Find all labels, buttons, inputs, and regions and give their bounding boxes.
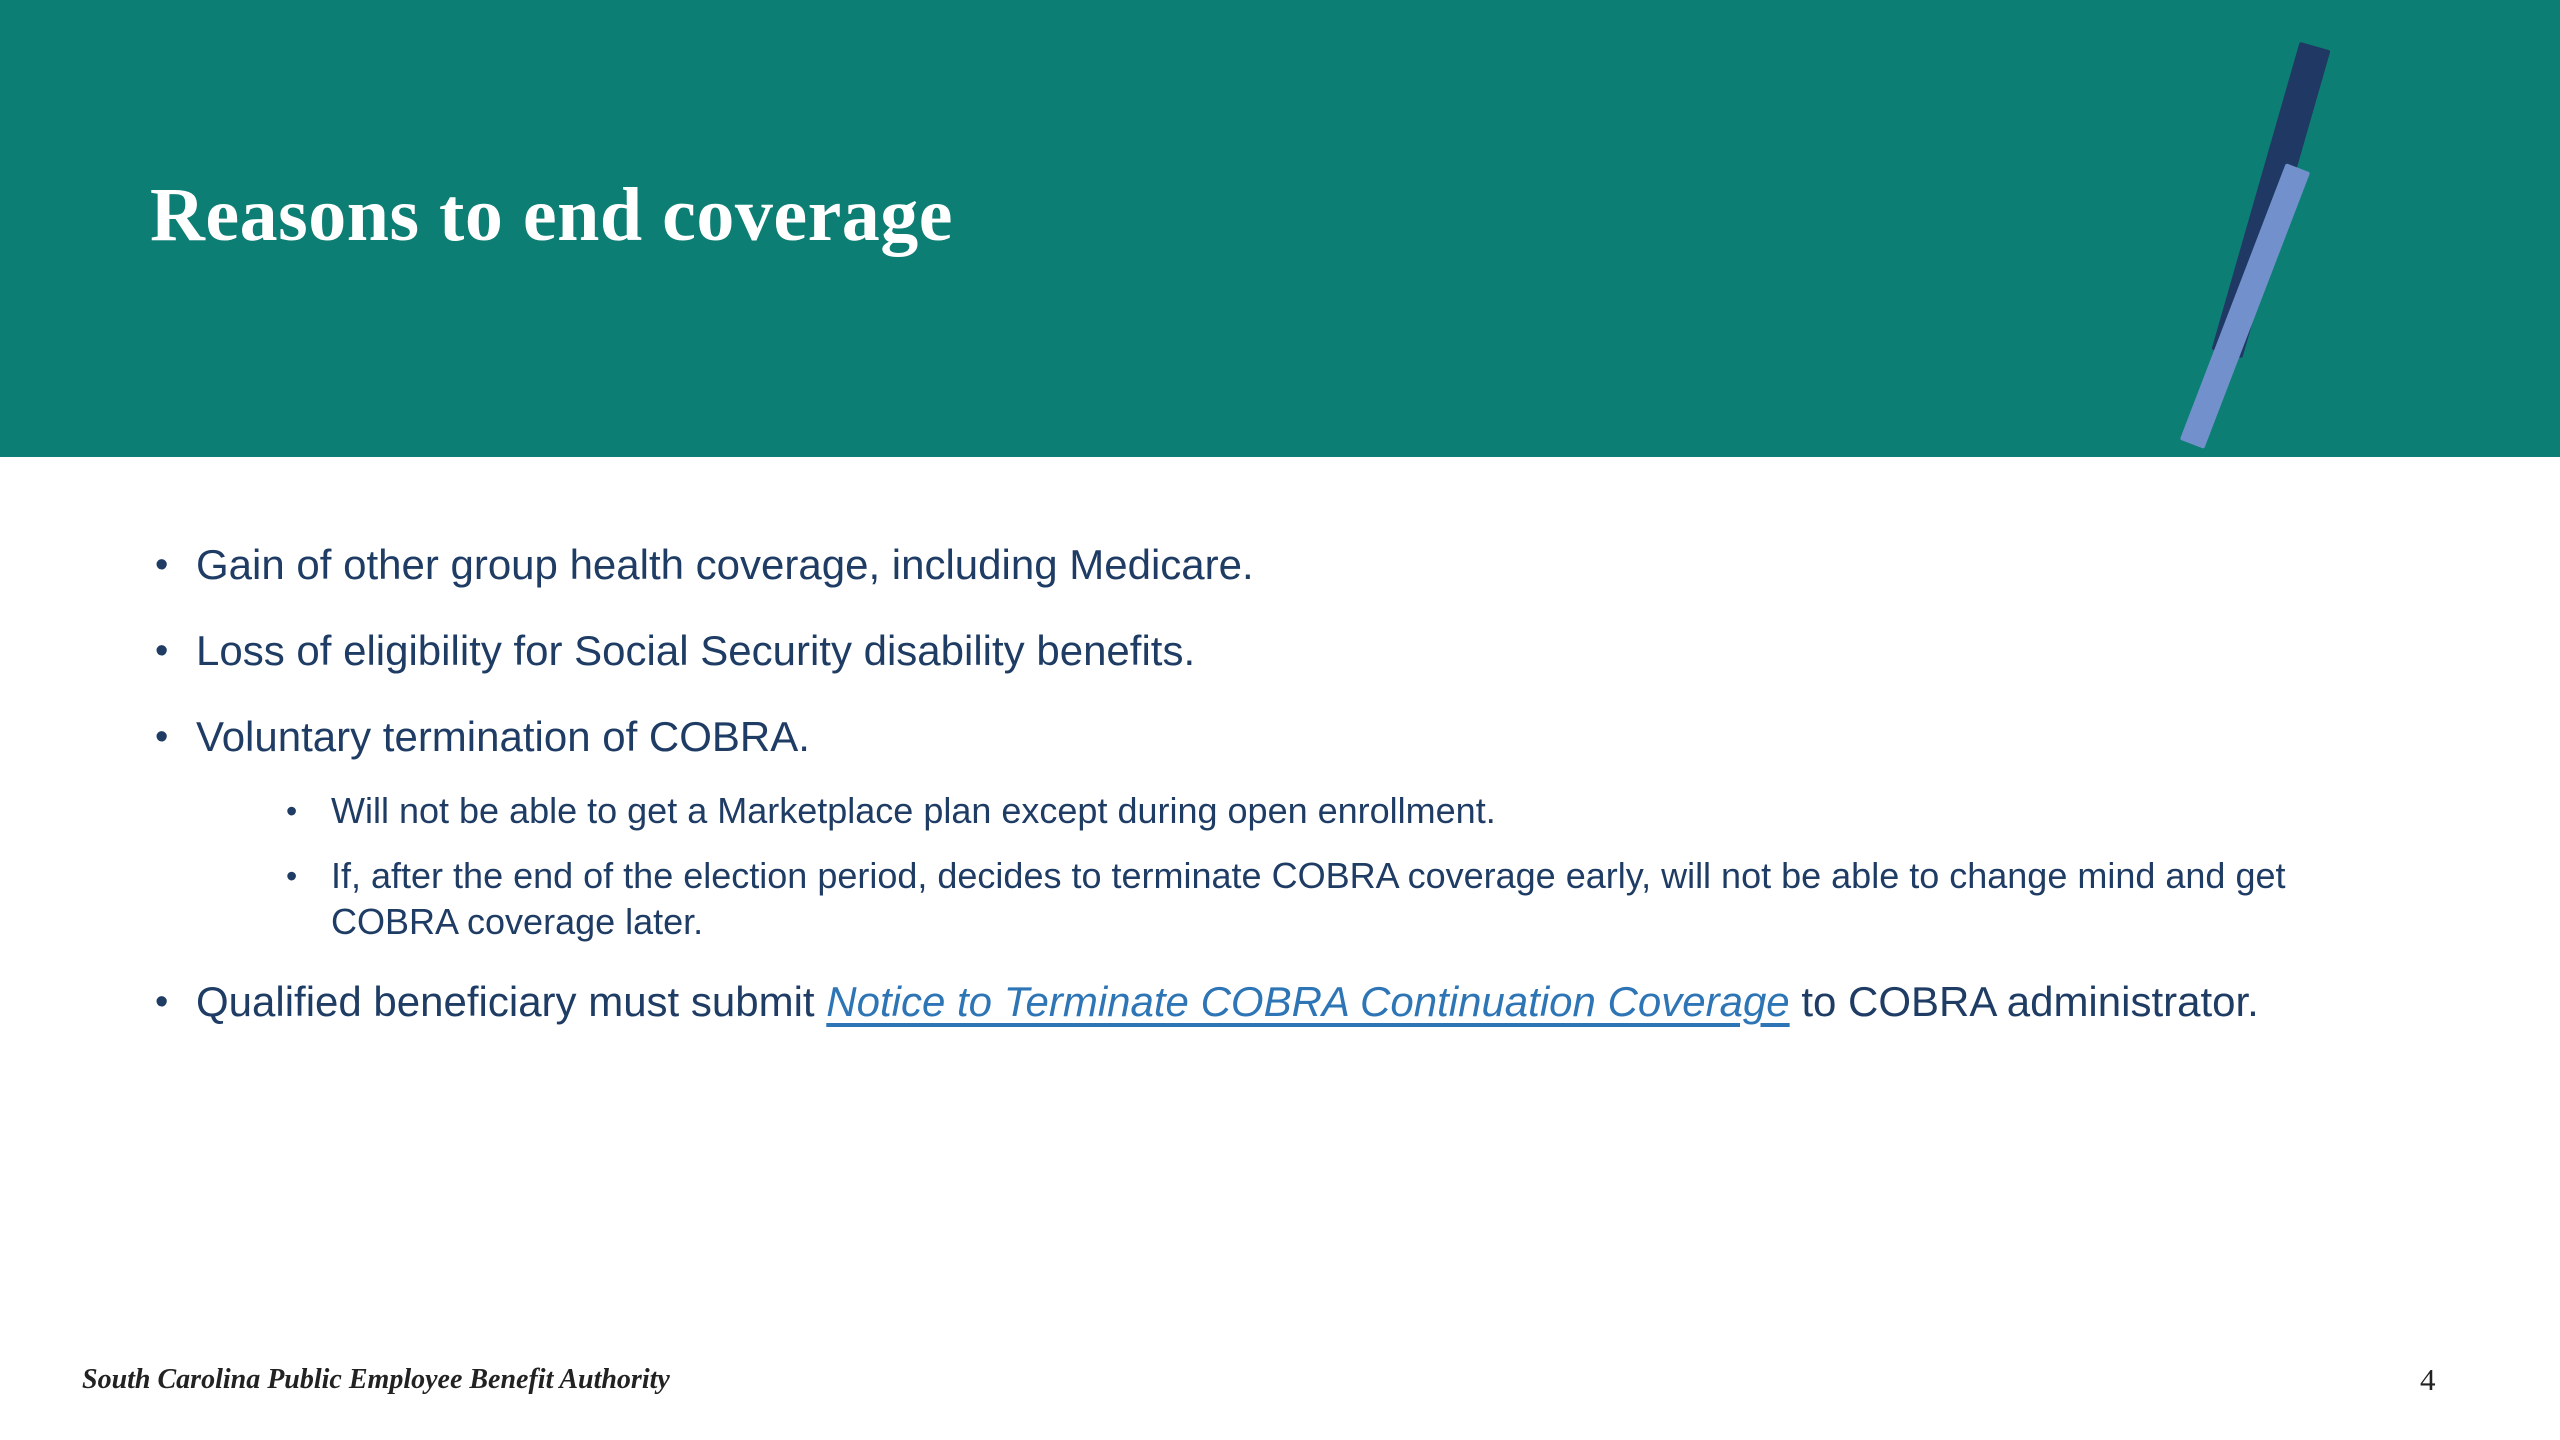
sub-bullet-terminate-early (286, 853, 2330, 947)
page-number: 4 (2420, 1362, 2436, 1397)
bullet-loss-eligibility (155, 625, 2330, 678)
bullet-text: Voluntary termination of COBRA. (196, 712, 810, 760)
decorative-slash-light-icon (2180, 163, 2310, 449)
sub-bullet-group (286, 788, 2330, 946)
bullet-submit-notice (155, 976, 2330, 1029)
footer-organization-name: South Carolina Public Employee Benefit Authority (82, 1364, 670, 1395)
bullet-gain-coverage (155, 539, 2330, 592)
slide-title: Reasons to end coverage (150, 173, 954, 257)
bullet-text-suffix: to COBRA administrator. (1789, 978, 2259, 1026)
title-band (0, 0, 2560, 457)
sub-bullet-text: Will not be able to get a Marketplace plan except during open enrollment. (331, 789, 1496, 831)
bullet-text-prefix: Qualified beneficiary must submit (196, 978, 827, 1026)
bullet-text: Loss of eligibility for Social Security disability benefits. (196, 626, 1196, 674)
sub-bullet-text: If, after the end of the election period, decides to terminate COBRA coverage early, will not be able to change mind and get COBRA coverage later. (331, 854, 2286, 943)
terminate-notice-link[interactable]: Notice to Terminate COBRA Continuation Coverage (826, 978, 1790, 1026)
sub-bullet-marketplace (286, 788, 2330, 835)
bullet-voluntary-termination (155, 711, 2330, 946)
slide-body (0, 457, 2560, 1029)
bullet-text: Gain of other group health coverage, including Medicare. (196, 541, 1254, 588)
